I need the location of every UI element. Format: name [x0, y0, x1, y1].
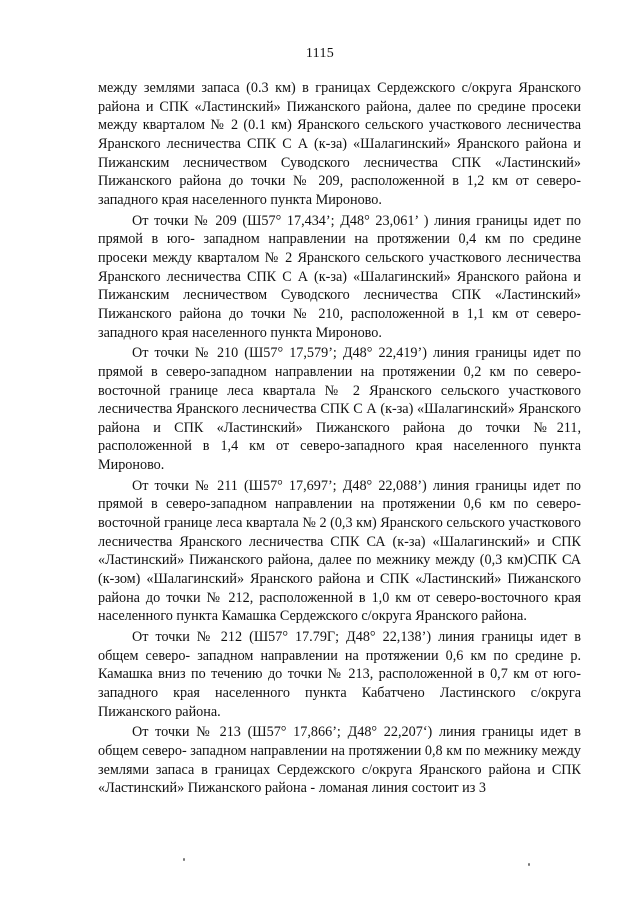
paragraph: между землями запаса (0.3 км) в границах Сердежского с/округа Яранского района и СПК «Ластинский» Пижанского района, далее по средине просеки между кварталом № 2 (0.1 км) Яранского сельского участкового лесничества Яранского лесничества СПК С А (к-за) «Шалагинский» Яранского района и Пижанским лесничеством Суводского лесничества СПК «Ластинский» Пижанского района до точки № 209, расположенной в 1,2 км от северо-западного края населенного пункта Мироново.: [98, 80, 581, 208]
paragraph: От точки № 212 (Ш57° 17.79Г; Д48° 22,138’) линия границы идет в общем северо- западном направлении на протяжении 0,6 км по средине р. Камашка вниз по течению до точки № 213, расположенной в 0,7 км от юго-западного края населенного пункта Кабатчено Ластинского с/округа Пижанского района.: [98, 629, 581, 720]
scan-speck: [528, 863, 530, 866]
paragraph: От точки № 210 (Ш57° 17,579’; Д48° 22,419’) линия границы идет по прямой в северо-западном направлении на протяжении 0,2 км по северо-восточной границе леса квартала № 2 Яранского сельского участкового лесничества Яранского лесничества СПК С А (к-за) «Шалагинский» Яранского района и СПК «Ластинский» Пижанского района до точки №211, расположенной в 1,4 км от северо-западного края населенного пункта Мироново.: [98, 345, 581, 474]
paragraph: От точки № 211 (Ш57° 17,697’; Д48° 22,088’) линия границы идет по прямой в северо-западном направлении на протяжении 0,6 км по северо-восточной границе леса квартала № 2 (0,3 км) Яранского сельского участкового лесничества Яранского лесничества СПК СА (к-за) «Шалагинский» и СПК «Ластинский» Пижанского района, далее по межнику между (0,3 км)СПК СА (к-зом) «Шалагинский» Яранского района и СПК «Ластинский» Пижанского района до точки № 212, расположенной в 1,0 км от северо-восточного края населенного пункта Камашка Сердежского с/округа Яранского района.: [98, 477, 581, 625]
page-number: 1115: [305, 46, 335, 61]
document-body: [98, 79, 581, 798]
paragraph: От точки № 213 (Ш57° 17,866’; Д48° 22,207‘) линия границы идет в общем северо- западном направлении на протяжении 0,8 км по межнику между землями запаса в границах Сердежского с/округа Яранского района и СПК «Ластинский» Пижанского района - ломаная линия состоит из 3: [98, 724, 581, 797]
paragraph: От точки № 209 (Ш57° 17,434’; Д48° 23,061’ ) линия границы идет по прямой в юго- западном направлении на протяжении 0,4 км по средине просеки между кварталом № 2 Яранского сельского участкового лесничества Яранского лесничества СПК С А (к-за) «Шалагинский» Яранского района и Пижанским лесничеством Суводского лесничества СПК «Ластинский» Пижанского района до точки № 210, расположенной в 1,1 км от северо-западного края населенного пункта Мироново.: [98, 212, 581, 341]
scan-speck: [183, 858, 185, 861]
